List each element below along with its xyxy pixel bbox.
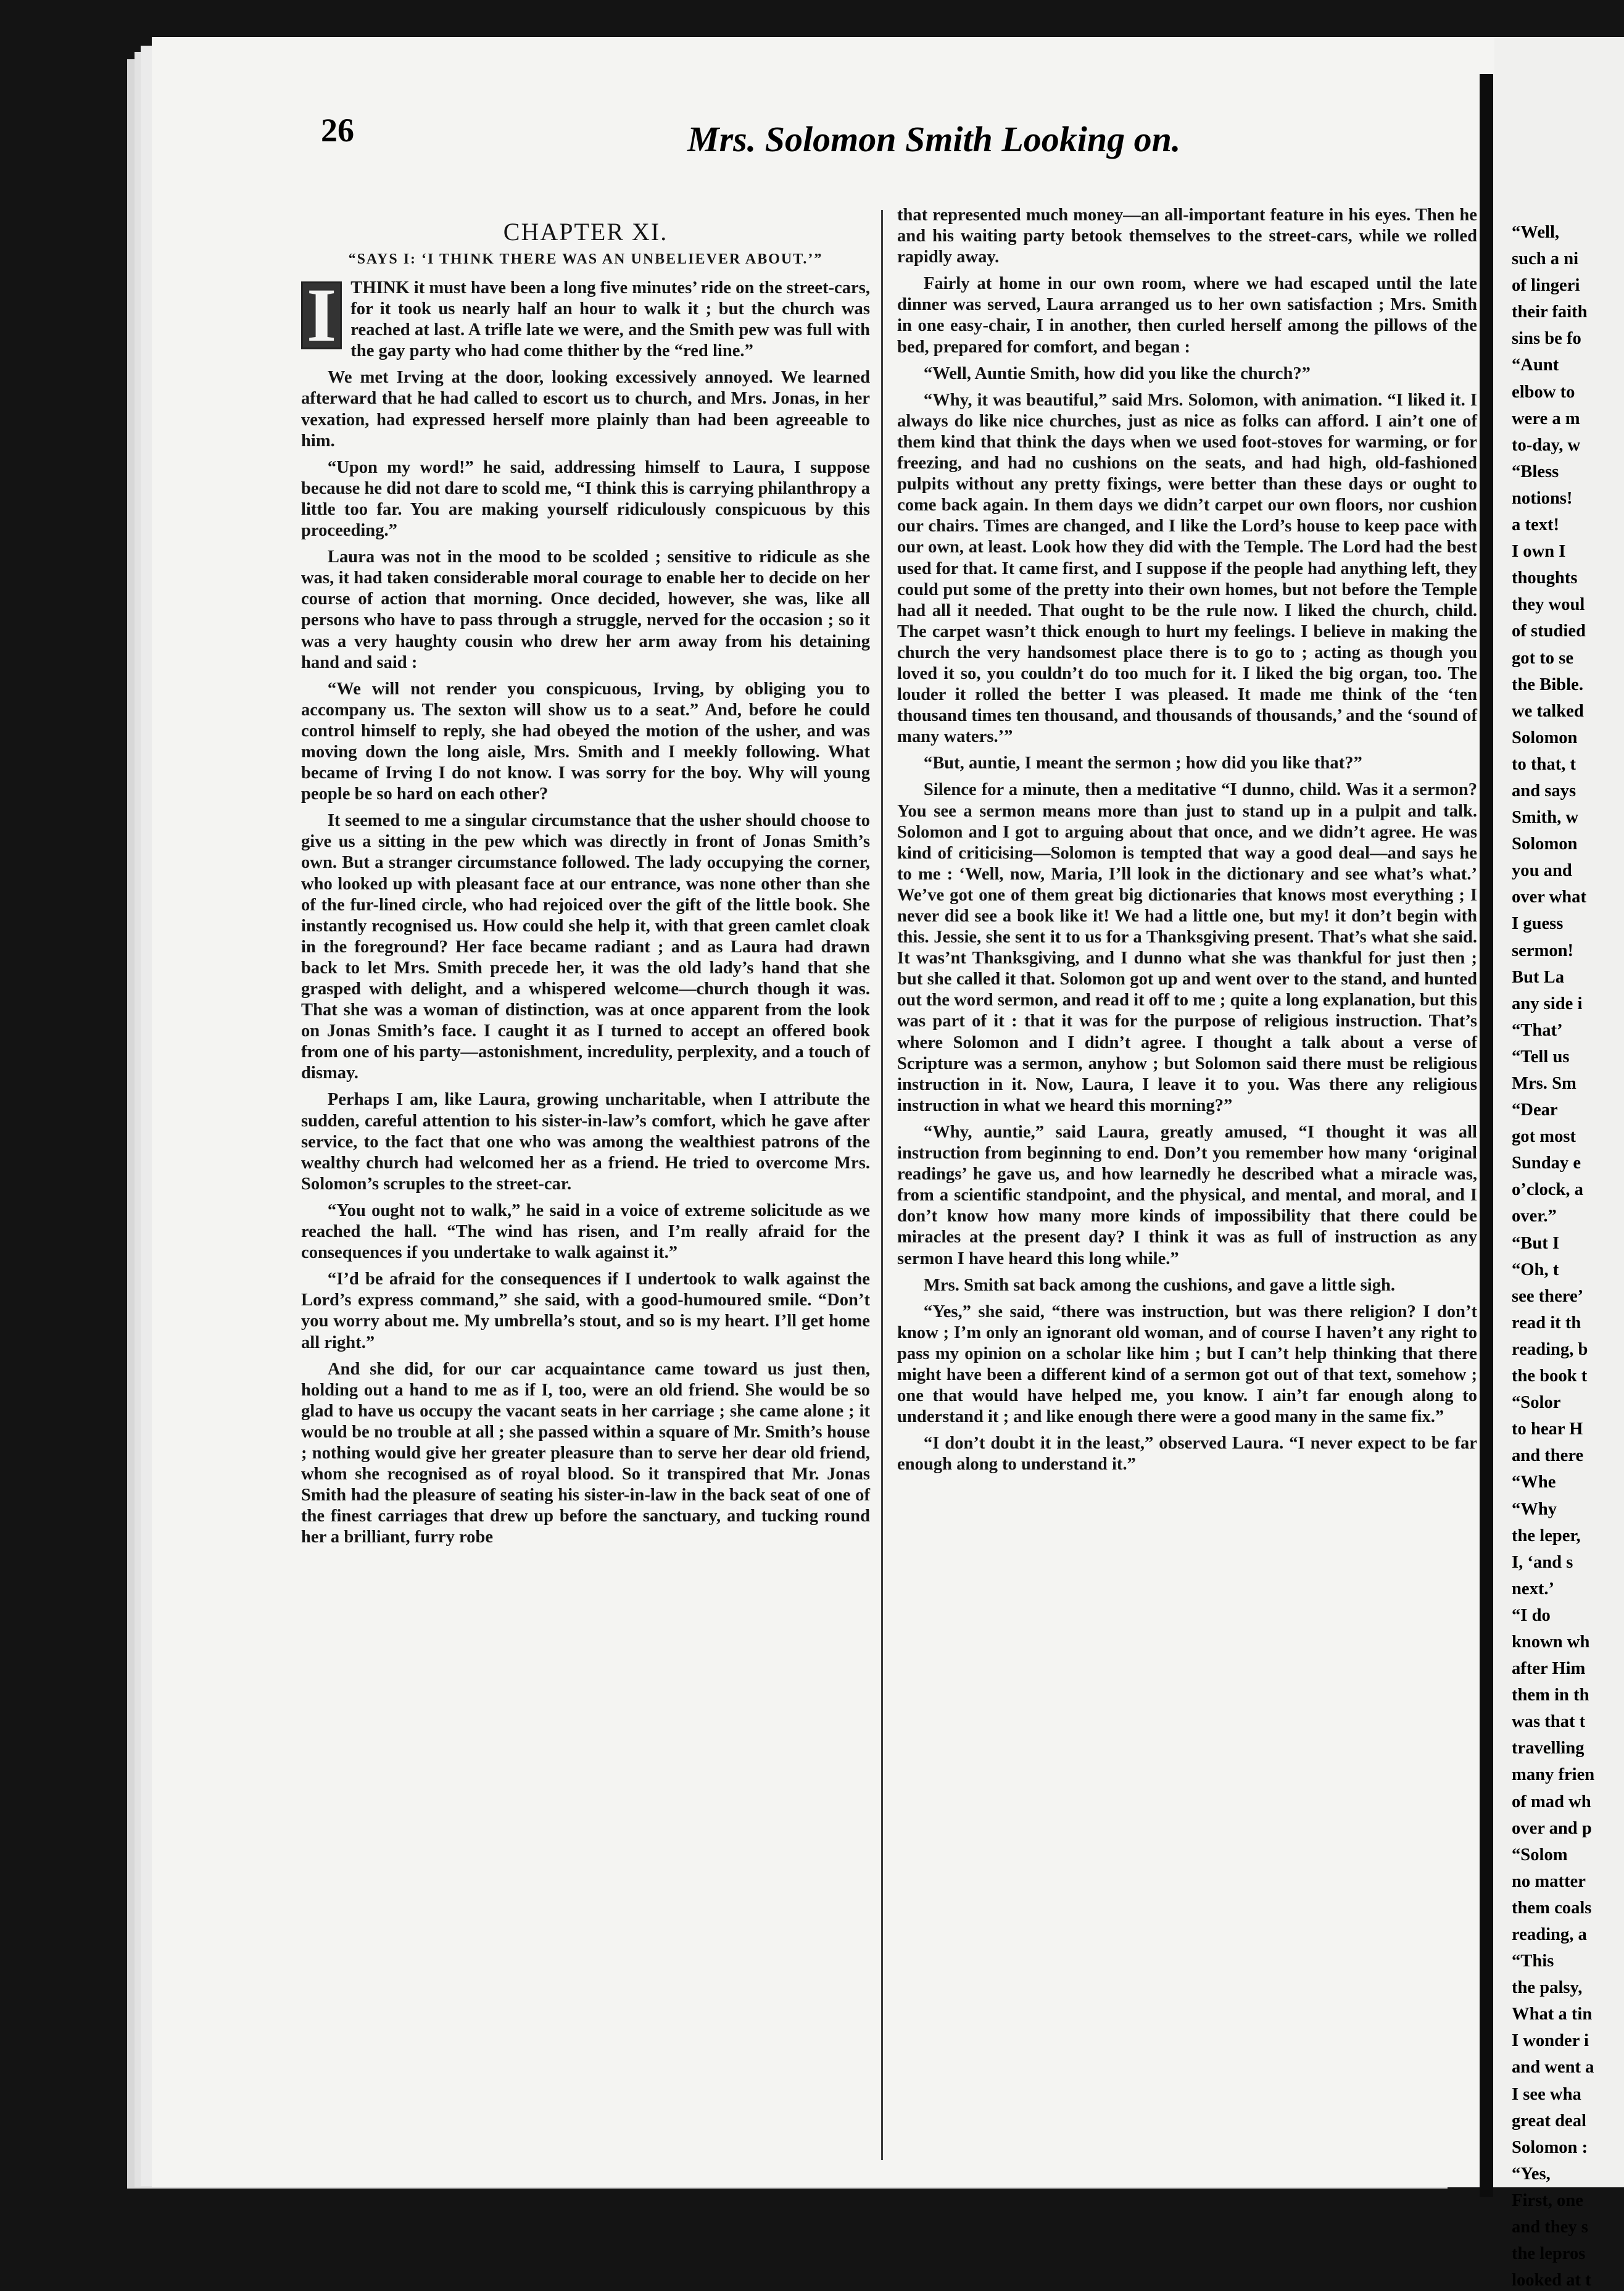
facing-page-line: Solomon : — [1512, 2137, 1588, 2157]
facing-page-line: reading, a — [1512, 1925, 1587, 1944]
facing-page-line: elbow to — [1512, 382, 1575, 402]
facing-page-text — [1494, 37, 1624, 2291]
paragraph: “Upon my word!” he said, addressing himself to Laura, I suppose because he did not dare to scold me, “I think this is carrying philanthropy a little too far. You are making yourself ridiculously conspicuous by this proceeding.” — [301, 457, 870, 541]
facing-page-line: sins be fo — [1512, 329, 1581, 349]
facing-page-line: got to se — [1512, 648, 1574, 668]
facing-page-line: I, ‘and s — [1512, 1552, 1573, 1572]
facing-page-line: was that t — [1512, 1712, 1586, 1732]
facing-page-line: to-day, w — [1512, 435, 1581, 455]
facing-page-line: a text! — [1512, 515, 1559, 535]
column-rule — [881, 210, 883, 2160]
chapter-epigraph: “SAYS I: ‘I THINK THERE WAS AN UNBELIEVER ABOUT.’” — [348, 251, 823, 267]
facing-page-line: I see wha — [1512, 2084, 1581, 2104]
facing-page-line: them in th — [1512, 1686, 1589, 1705]
facing-page-line: were a m — [1512, 409, 1580, 428]
facing-page-line: over what — [1512, 888, 1586, 907]
facing-page-line: sermon! — [1512, 941, 1574, 960]
facing-page-line: the book t — [1512, 1366, 1588, 1386]
facing-page-line: reading, b — [1512, 1339, 1588, 1359]
facing-page-line: the lepros — [1512, 2244, 1586, 2264]
facing-page-line: I wonder i — [1512, 2031, 1589, 2051]
paragraph: Mrs. Smith sat back among the cushions, and gave a little sigh. — [923, 1275, 1396, 1295]
paragraph: that represented much money—an all-important feature in his eyes. Then he and his waiting party betook themselves to the street-cars, while we rolled rapidly away. — [897, 206, 1477, 267]
facing-page-line: “But I — [1512, 1233, 1560, 1253]
facing-page-line: notions! — [1512, 488, 1573, 508]
paragraph: We met Irving at the door, looking excessively annoyed. We learned afterward that he had called to escort us to church, and Mrs. Jonas, in her vexation, had expressed herself more plainly than had been agreeable to him. — [301, 368, 870, 451]
facing-page-line: their faith — [1512, 302, 1588, 322]
facing-page-line: “This — [1512, 1952, 1554, 1971]
facing-page-line: “Whe — [1512, 1473, 1556, 1492]
facing-page — [1494, 37, 1624, 2290]
facing-page-line: over and p — [1512, 1818, 1592, 1838]
paragraph: “I’d be afraid for the consequences if I undertook to walk against the Lord’s express command,” she said, with a good-humoured smile. “Don’t you worry about me. My umbrella’s stout, and so is my heart. I’ll get home all right.” — [301, 1270, 870, 1352]
left-column — [301, 217, 870, 2149]
facing-page-line: read it th — [1512, 1313, 1581, 1333]
facing-page-line: the Bible. — [1512, 675, 1583, 694]
facing-page-line: known wh — [1512, 1632, 1590, 1652]
paragraph: Laura was not in the mood to be scolded ; sensitive to ridicule as she was, it had taken considerable moral courage to enable her to decide on her course of action that morning. Once decided, however, she was, like all persons who have to pass through a struggle, nerved for the occasion ; so it was a very haughty cousin who drew her arm away from his detaining hand and said : — [301, 547, 870, 672]
facing-page-line: them coals — [1512, 1898, 1592, 1918]
facing-page-line: Mrs. Sm — [1512, 1074, 1576, 1093]
facing-page-line: and there — [1512, 1446, 1584, 1466]
facing-page-line: Smith, w — [1512, 808, 1579, 828]
facing-page-line: after Him — [1512, 1659, 1586, 1679]
paragraph: Perhaps I am, like Laura, growing uncharitable, when I attribute the sudden, careful attention to his sister-in-law’s comfort, which he gave after service, to the fact that one who was among the wealthiest patrons of the wealthy church had welcomed her as a friend. He tried to overcome Mrs. Solomon’s scruples to the street-car. — [301, 1090, 870, 1194]
facing-page-line: First, one — [1512, 2190, 1583, 2210]
facing-page-line: see there’ — [1512, 1286, 1584, 1306]
facing-page-line: no matter — [1512, 1871, 1586, 1891]
facing-page-line: we talked — [1512, 701, 1584, 721]
facing-page-line: great deal — [1512, 2111, 1586, 2131]
facing-page-line: any side i — [1512, 994, 1583, 1013]
facing-page-line: the palsy, — [1512, 1978, 1583, 1998]
facing-page-line: What a tin — [1512, 2005, 1593, 2024]
facing-page-line: over.” — [1512, 1207, 1557, 1226]
facing-page-line: thoughts — [1512, 568, 1578, 588]
paragraph: “But, auntie, I meant the sermon ; how did you like that?” — [923, 754, 1362, 773]
right-column — [897, 205, 1477, 2155]
facing-page-line: they woul — [1512, 595, 1585, 615]
facing-page-line: “Oh, t — [1512, 1260, 1559, 1279]
facing-page-line: to hear H — [1512, 1420, 1583, 1439]
facing-page-line: travelling — [1512, 1739, 1585, 1758]
facing-page-line: you and — [1512, 861, 1572, 881]
page-number: 26 — [321, 112, 354, 149]
facing-page-line: and went a — [1512, 2058, 1594, 2077]
facing-page-line: “Tell us — [1512, 1047, 1570, 1066]
paragraph-text: THINK it must have been a long five minutes’ ride on the street-cars, for it took us nearly half an hour to walk it ; but the church was reached at last. A trifle late we were, and the Smith pew was full with the gay party who had come thither by the “red line.” — [350, 278, 870, 361]
facing-page-line: next.’ — [1512, 1579, 1555, 1599]
facing-page-line: “That’ — [1512, 1020, 1563, 1040]
paragraph: “Why, it was beautiful,” said Mrs. Solomon, with animation. “I liked it. I always do like nice churches, just as nice as folks can afford. I ain’t one of them kind that think the days when we used foot-stoves for warming, or for freezing, and had no cushions on the seats, and had high, old-fashioned pulpits without any pretty fixings, were better than these days or ought to come back again. In them days we didn’t carpet our own floors, nor cushion our chairs. Times are changed, and I like the Lord’s house to keep pace with our own, at least. Look how they did with the Temple. The Lord had the best used for that. It came first, and I suppose if the people had anything left, they could put some of the pretty into their own homes, but not before the Temple had all it needed. That ought to be the rule now. I liked the church, child. The carpet wasn’t thick enough to hurt my feelings. I believe in making the church the very handsomest place there is to go to ; acting as though you loved it so, you couldn’t do too much for it. I liked the big organ, too. The louder it rolled the better I was pleased. It made me think of the ‘ten thousand times ten thousand, and thousands of thousands,’ and the ‘sound of many waters.’” — [897, 390, 1477, 747]
facing-page-line: to that, t — [1512, 754, 1576, 774]
facing-page-line: looked at t — [1512, 2271, 1591, 2290]
running-title: Mrs. Solomon Smith Looking on. — [687, 119, 1181, 159]
paragraph: Fairly at home in our own room, where we had escaped until the late dinner was served, Laura arranged us to her own satisfaction ; Mrs. Smith in one easy-chair, I in another, then curled herself among the pillows of the bed, prepared for comfort, and began : — [897, 274, 1477, 357]
paragraph: Silence for a minute, then a meditative “I dunno, child. Was it a sermon? You see a sermon means more than just to stand up in a pulpit and talk. Solomon and I got to arguing about that once, and we didn’t agree. He was kind of criticising—Solomon is tempted that way a good deal—and says he to me : ‘Well, now, Maria, I’ll look in the dictionary and see what’s what.’ We’ve got one of them great big dictionaries that knows most everything ; I never did see a book like it! We had a little one, but my! it don’t begin with this. Jessie, she sent it to us for a Thanksgiving present. That’s what she said. It was’nt Thanksgiving, and I dunno what she was thankful for just then ; but she called it that. Solomon got up and went over to the stand, and hunted out the word sermon, and read it off to me ; quite a long explanation, but this was part of it : that it was for the purpose of religious instruction. That’s where Solomon and I didn’t agree. I thought a talk about a verse of Scripture was a sermon, anyhow ; but Solomon said there must be religious instruction in it. Now, Laura, I leave it to you. Was there any religious instruction in what we heard this morning?” — [897, 780, 1477, 1115]
paragraph: “I don’t doubt it in the least,” observed Laura. “I never expect to be far enough along to understand it.” — [897, 1434, 1477, 1474]
facing-page-line: “Well, — [1512, 223, 1560, 242]
facing-page-line: Solomon — [1512, 728, 1578, 747]
facing-page-line: “Solom — [1512, 1845, 1568, 1865]
facing-page-line: Sunday e — [1512, 1154, 1581, 1173]
facing-page-line: got most — [1512, 1127, 1576, 1147]
facing-page-line: “I do — [1512, 1605, 1551, 1625]
paragraph: “Well, Auntie Smith, how did you like the church?” — [923, 364, 1311, 383]
page-header — [321, 105, 1185, 173]
chapter-title: CHAPTER XI. — [503, 218, 668, 246]
paragraph: “We will not render you conspicuous, Irving, by obliging you to accompany us. The sexton will show us to a seat.” And, before he could control himself to reply, she had obeyed the motion of the usher, and was moving down the long aisle, Mrs. Smith and I meekly following. What became of Irving I do not know. I was sorry for the boy. Why will young people be so hard on each other? — [301, 679, 870, 804]
facing-page-line: of mad wh — [1512, 1792, 1591, 1811]
facing-page-line: and they s — [1512, 2218, 1588, 2237]
facing-page-line: I guess — [1512, 914, 1564, 934]
facing-page-line: of lingeri — [1512, 276, 1580, 296]
facing-page-line: “Aunt — [1512, 356, 1559, 375]
paragraph: It seemed to me a singular circumstance that the usher should choose to give us a sitting in the pew which was directly in front of Jonas Smith’s own. But a stranger circumstance followed. The lady occupying the corner, who looked up with pleasant face at our entrance, was none other than she of the fur-lined circle, who had rejoiced over the gift of the little book. She instantly recognised us. How could she help it, with that green camlet cloak in the foreground? Her face became radiant ; and as Laura had drawn back to let Mrs. Smith precede her, it was the old lady’s hand that she grasped with delight, and a whispered welcome—church though it was. That she was a woman of distinction, was at once apparent from the look on Jonas Smith’s face. I caught it as I turned to accept an offered book from one of his party—astonishment, incredulity, perplexity, and a touch of dismay. — [301, 811, 870, 1083]
drop-cap: I — [301, 281, 342, 349]
book-gutter — [1480, 74, 1493, 2197]
paragraph: And she did, for our car acquaintance came toward us just then, holding out a hand to me as if I, too, were an old friend. She would be so glad to have us occupy the vacant seats in her carriage ; she came alone ; it would be no trouble at all ; she passed within a square of Mr. Smith’s house ; nothing would give her greater pleasure than to serve her dear old friend, whom she recognised as of royal blood. So it transpired that Mr. Jonas Smith had the pleasure of seating his sister-in-law in the back seat of one of the finest carriages that drew up before the sanctuary, and tucking round her a brilliant, furry robe — [301, 1359, 870, 1547]
facing-page-line: o’clock, a — [1512, 1180, 1583, 1200]
facing-page-line: of studied — [1512, 622, 1586, 641]
facing-page-line: Solomon — [1512, 834, 1578, 854]
facing-page-line: “Why — [1512, 1499, 1557, 1519]
facing-page-line: I own I — [1512, 542, 1566, 562]
facing-page-line: “Solor — [1512, 1393, 1561, 1413]
paragraph: “Why, auntie,” said Laura, greatly amused, “I thought it was all instruction from beginning to end. Don’t you remember how many ‘original readings’ he gave us, and how learnedly he described what a miracle was, from a scientific standpoint, and the physical, and mental, and moral, and I don’t know how many more kinds of impossibility that there could be miracles at the present day? I think it was as full of instruction as any sermon I have heard this long while.” — [897, 1122, 1477, 1268]
facing-page-line: “Dear — [1512, 1100, 1558, 1120]
paragraph: “You ought not to walk,” he said in a voice of extreme solicitude as we reached the hall. “The wind has risen, and I’m really afraid for the consequences if you undertake to walk against it.” — [301, 1200, 870, 1263]
facing-page-line: the leper, — [1512, 1526, 1581, 1545]
facing-page-line: “Yes, — [1512, 2164, 1551, 2184]
facing-page-line: such a ni — [1512, 249, 1579, 269]
facing-page-line: “Bless — [1512, 462, 1559, 481]
facing-page-line: many frien — [1512, 1765, 1595, 1785]
paragraph: “Yes,” she said, “there was instruction, but was there religion? I don’t know ; I’m only an ignorant old woman, and of course I haven’t any right to pass my opinion on a scholar like him ; but I can’t help thinking that there might have been a different kind of a sermon got out of that text, somehow ; one that would have helped me, you know. I ain’t far enough along to understand it ; and like enough there were a good many in the same fix.” — [897, 1302, 1477, 1427]
facing-page-line: But La — [1512, 967, 1565, 987]
facing-page-line: and says — [1512, 781, 1576, 800]
paragraph — [301, 273, 870, 362]
